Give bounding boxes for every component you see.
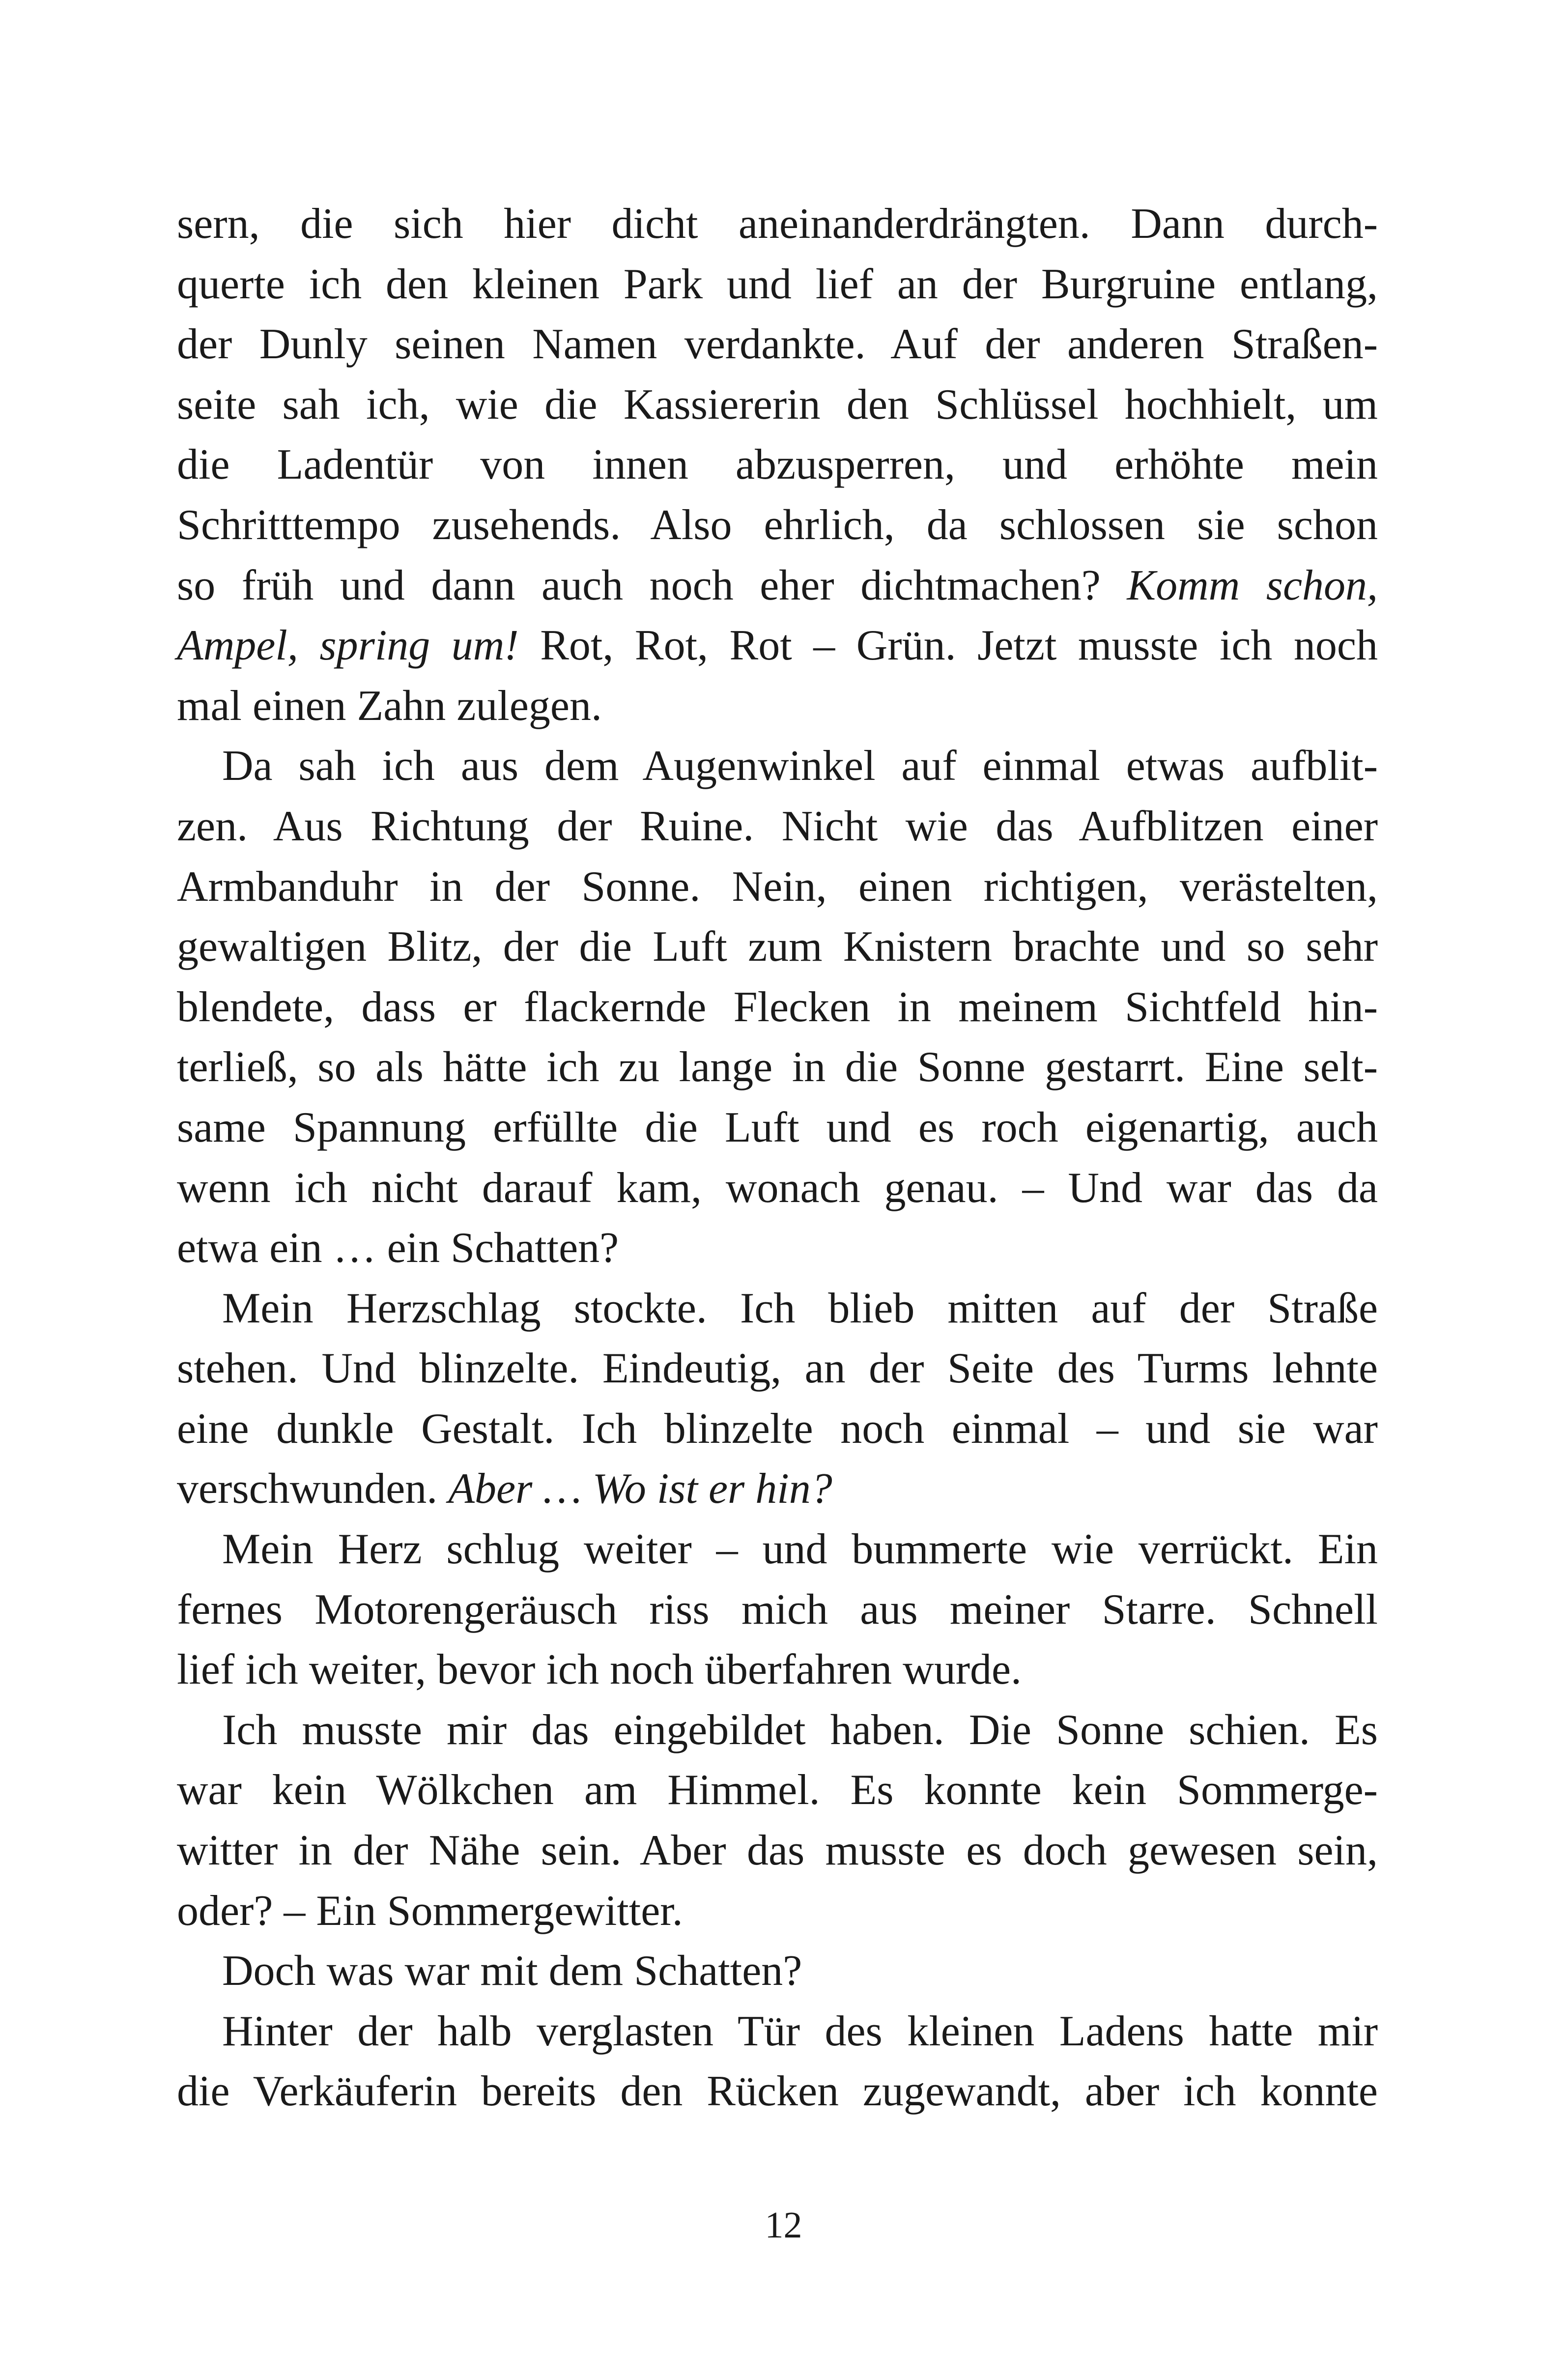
text-line (177, 917, 1378, 977)
text-line (177, 1459, 1378, 1520)
text-segment: mal einen Zahn zulegen. (177, 682, 602, 730)
text-segment: etwa ein … ein Schatten? (177, 1224, 619, 1272)
text-segment: die Ladentür von innen abzusperren, und erhöhte mein (177, 441, 1378, 489)
text-segment: Hinter der halb verglasten Tür des kleinen Ladens hatte mir (222, 2007, 1378, 2055)
text-segment: der Dunly seinen Namen verdankte. Auf der anderen Straßen- (177, 320, 1378, 369)
text-line (177, 435, 1378, 495)
italic-text: Komm schon, (1127, 561, 1378, 609)
text-segment: same Spannung erfüllte die Luft und es roch eigenartig, auch (177, 1103, 1378, 1151)
text-segment: wenn ich nicht darauf kam, wonach genau. – Und war das da (177, 1164, 1378, 1212)
text-line (177, 2002, 1378, 2062)
italic-text: Ampel, spring um! (177, 622, 519, 670)
text-segment: Da sah ich aus dem Augenwinkel auf einmal etwas aufblit- (222, 742, 1378, 790)
text-segment: lief ich weiter, bevor ich noch überfahren wurde. (177, 1646, 1022, 1694)
text-segment: gewaltigen Blitz, der die Luft zum Knistern brachte und so sehr (177, 923, 1378, 971)
text-segment: witter in der Nähe sein. Aber das musste es doch gewesen sein, (177, 1827, 1378, 1875)
text-segment: seite sah ich, wie die Kassiererin den Schlüssel hochhielt, um (177, 380, 1378, 429)
text-line (177, 1158, 1378, 1219)
text-line (177, 1760, 1378, 1821)
text-segment: Ich musste mir das eingebildet haben. Die Sonne schien. Es (222, 1706, 1378, 1754)
text-line (177, 375, 1378, 435)
text-line (177, 1640, 1378, 1700)
text-line (177, 1037, 1378, 1098)
text-line (177, 977, 1378, 1038)
text-segment: eine dunkle Gestalt. Ich blinzelte noch einmal – und sie war (177, 1405, 1378, 1453)
text-line (177, 1520, 1378, 1580)
text-segment: oder? – Ein Sommergewitter. (177, 1887, 683, 1935)
text-line (177, 1881, 1378, 1942)
text-segment: fernes Motorengeräusch riss mich aus meiner Starre. Schnell (177, 1585, 1378, 1634)
text-segment: Doch was war mit dem Schatten? (222, 1947, 802, 1995)
text-line (177, 194, 1378, 255)
text-line (177, 2062, 1378, 2122)
text-line (177, 1580, 1378, 1640)
text-line (177, 797, 1378, 857)
text-segment: querte ich den kleinen Park und lief an der Burgruine entlang, (177, 260, 1378, 308)
page-number: 12 (765, 2205, 802, 2246)
text-line (177, 1700, 1378, 1761)
text-segment: verschwunden. (177, 1465, 449, 1513)
text-line (177, 1098, 1378, 1158)
text-segment: sern, die sich hier dicht aneinanderdrängten. Dann durch- (177, 200, 1378, 248)
text-segment: terließ, so als hätte ich zu lange in die Sonne gestarrt. Eine selt- (177, 1043, 1378, 1091)
text-line (177, 1941, 1378, 2002)
text-segment: so früh und dann auch noch eher dichtmachen? (177, 561, 1127, 609)
body-text (177, 194, 1378, 2122)
text-segment: Armbanduhr in der Sonne. Nein, einen richtigen, verästelten, (177, 862, 1378, 911)
text-line (177, 1399, 1378, 1460)
text-line (177, 1821, 1378, 1881)
text-segment: zen. Aus Richtung der Ruine. Nicht wie das Aufblitzen einer (177, 802, 1378, 850)
text-line (177, 857, 1378, 918)
text-line (177, 556, 1378, 616)
text-segment: Mein Herz schlug weiter – und bummerte wie verrückt. Ein (222, 1525, 1378, 1574)
text-line (177, 676, 1378, 737)
text-segment: blendete, dass er flackernde Flecken in meinem Sichtfeld hin- (177, 983, 1378, 1031)
text-line (177, 1218, 1378, 1279)
text-line (177, 255, 1378, 315)
text-segment: Rot, Rot, Rot – Grün. Jetzt musste ich noch (518, 622, 1378, 670)
text-line (177, 736, 1378, 797)
text-segment: Schritttempo zusehends. Also ehrlich, da schlossen sie schon (177, 501, 1378, 549)
text-segment: die Verkäuferin bereits den Rücken zugewandt, aber ich konnte (177, 2067, 1378, 2116)
text-segment: stehen. Und blinzelte. Eindeutig, an der Seite des Turms lehnte (177, 1345, 1378, 1393)
text-segment: Mein Herzschlag stockte. Ich blieb mitten auf der Straße (222, 1284, 1378, 1332)
text-line (177, 1339, 1378, 1399)
text-line (177, 315, 1378, 375)
text-segment: war kein Wölkchen am Himmel. Es konnte kein Sommerge- (177, 1766, 1378, 1814)
text-line (177, 1279, 1378, 1339)
text-line (177, 616, 1378, 676)
italic-text: Aber … Wo ist er hin? (448, 1465, 832, 1513)
text-line (177, 495, 1378, 556)
